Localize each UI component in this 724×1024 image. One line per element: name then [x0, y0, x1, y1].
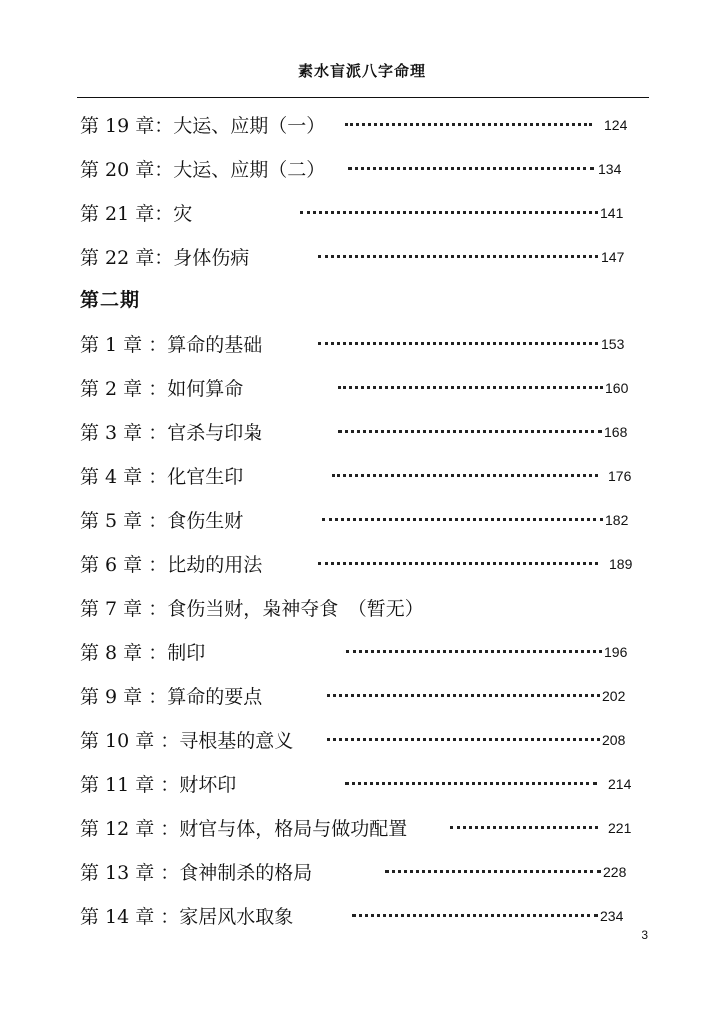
toc-entry-label: 第 19 章：大运、应期（一） — [80, 115, 326, 137]
toc-entry-label: 第 5 章 ：食伤生财 — [80, 510, 244, 532]
dot-leader — [450, 826, 598, 829]
dot-leader — [345, 782, 597, 785]
toc-page-number: 124 — [604, 117, 628, 133]
dot-leader — [338, 386, 603, 389]
dot-leader — [318, 342, 598, 345]
toc-part2-entry[interactable] — [80, 413, 654, 443]
toc-part1-entry[interactable] — [80, 238, 654, 268]
dot-leader — [348, 167, 594, 170]
toc-part2-entry[interactable] — [80, 501, 654, 531]
toc-page-number: 182 — [605, 512, 629, 528]
dot-leader — [327, 738, 600, 741]
toc-page-number: 208 — [602, 732, 626, 748]
toc-part2-entry[interactable] — [80, 677, 654, 707]
toc-page-number: 234 — [600, 908, 624, 924]
toc-part2-entry[interactable] — [80, 853, 654, 883]
header-divider — [77, 97, 649, 98]
toc-page-number: 160 — [605, 380, 629, 396]
toc-entry-label: 第 14 章 ：家居风水取象 — [80, 906, 294, 928]
toc-page-number: 189 — [609, 556, 633, 572]
toc-entry-label: 第 8 章 ：制印 — [80, 642, 206, 664]
toc-page-number: 221 — [608, 820, 632, 836]
dot-leader — [332, 474, 598, 477]
toc-entry-label: 第 6 章 ：比劫的用法 — [80, 554, 263, 576]
toc-page-number: 176 — [608, 468, 632, 484]
toc-entry-label: 第 20 章：大运、应期（二） — [80, 159, 326, 181]
toc-page-number: 228 — [603, 864, 627, 880]
toc-page-number: 134 — [598, 161, 622, 177]
toc-part1-entry[interactable] — [80, 194, 654, 224]
toc-page-number: 153 — [601, 336, 625, 352]
toc-part2-entry[interactable] — [80, 589, 654, 619]
toc-entry-label: 第 22 章：身体伤病 — [80, 247, 250, 269]
toc-part2-entry[interactable] — [80, 809, 654, 839]
toc-page-number: 147 — [601, 249, 625, 265]
toc-page-number: 214 — [608, 776, 632, 792]
dot-leader — [318, 255, 598, 258]
toc-entry-label: 第 2 章 ：如何算命 — [80, 378, 244, 400]
dot-leader — [318, 562, 598, 565]
toc-part2-entry[interactable] — [80, 633, 654, 663]
running-header-title: 素水盲派八字命理 — [297, 62, 426, 80]
toc-entry-label: 第 10 章 ：寻根基的意义 — [80, 730, 294, 752]
toc-part2-entry[interactable] — [80, 545, 654, 575]
toc-entry-label: 第 4 章 ：化官生印 — [80, 466, 244, 488]
toc-part1-entry[interactable] — [80, 106, 654, 136]
dot-leader — [346, 650, 602, 653]
toc-part2-entry[interactable] — [80, 897, 654, 927]
toc-part2-entry[interactable] — [80, 721, 654, 751]
dot-leader — [327, 694, 600, 697]
toc-part2-entry[interactable] — [80, 457, 654, 487]
toc-part2-entry[interactable] — [80, 369, 654, 399]
toc-entry-label: 第 12 章 ：财官与体，格局与做功配置 — [80, 818, 408, 840]
toc-page-number: 141 — [600, 205, 624, 221]
dot-leader — [385, 870, 601, 873]
dot-leader — [345, 123, 592, 126]
toc-page-number: 168 — [604, 424, 628, 440]
toc-entry-label: 第 21 章：灾 — [80, 203, 193, 225]
dot-leader — [352, 914, 598, 917]
toc-page-number: 202 — [602, 688, 626, 704]
toc-entry-label: 第 1 章 ：算命的基础 — [80, 334, 263, 356]
toc-entry-label: 第 11 章 ：财坏印 — [80, 774, 237, 796]
page-number: 3 — [641, 928, 648, 942]
toc-entry-label: 第 9 章 ：算命的要点 — [80, 686, 263, 708]
dot-leader — [300, 211, 598, 214]
toc-entry-label: 第 13 章 ：食神制杀的格局 — [80, 862, 313, 884]
toc-part1-entry[interactable] — [80, 150, 654, 180]
toc-entry-label: 第 3 章 ：官杀与印枭 — [80, 422, 263, 444]
toc-part2-entry[interactable] — [80, 325, 654, 355]
toc-entry-label: 第 7 章 ：食伤当财，枭神夺食 （暂无） — [80, 598, 424, 620]
dot-leader — [338, 430, 602, 433]
dot-leader — [322, 518, 603, 521]
toc-part2-entry[interactable] — [80, 765, 654, 795]
section-heading: 第二期 — [80, 289, 141, 311]
toc-page-number: 196 — [604, 644, 628, 660]
